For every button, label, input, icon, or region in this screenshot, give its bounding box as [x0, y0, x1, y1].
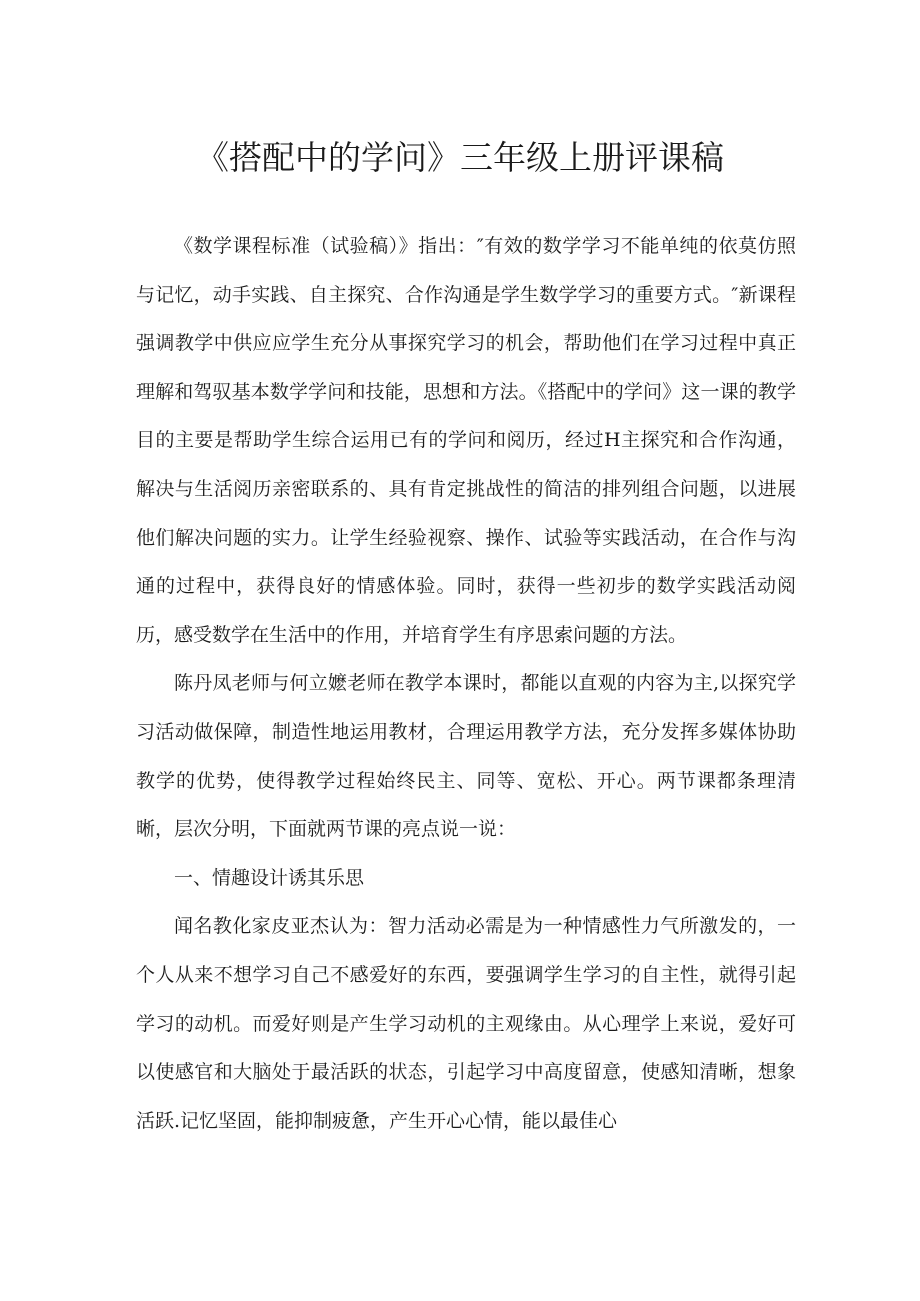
document-body — [136, 222, 796, 1145]
document-title: 《搭配中的学问》三年级上册评课稿 — [196, 138, 724, 177]
paragraph-interest: 闻名教化家皮亚杰认为：智力活动必需是为一种情感性力气所激发的，一个人从来不想学习自己不感爱好的东西，要强调学生学习的自主性，就得引起学习的动机。而爱好则是产生学习动机的主观缘由。从心理学上来说，爱好可以使感官和大脑处于最活跃的状态，引起学习中高度留意，使感知清晰，想象活跃.记忆坚固，能抑制疲惫，产生开心心情，能以最佳心 — [136, 915, 796, 1132]
section-heading-1: 一、情趣设计诱其乐思 — [174, 866, 365, 889]
paragraph-teachers-review: 陈丹凤老师与何立嬷老师在教学本课时，都能以直观的内容为主,以探究学习活动做保障，制造性地运用教材，合理运用教学方法，充分发挥多媒体协助教学的优势，使得教学过程始终民主、同等、宽松、开心。两节课都条理清晰，层次分明，下面就两节课的亮点说一说： — [136, 672, 796, 841]
paragraph-curriculum-standard: 《数学课程标准（试验稿）》指出：″有效的数学学习不能单纯的依莫仿照与记忆，动手实践、自主探究、合作沟通是学生数学学习的重要方式。″新课程强调教学中供应应学生充分从事探究学习的机会，帮助他们在学习过程中真正理解和驾驭基本数学学问和技能，思想和方法。《搭配中的学问》这一课的教学目的主要是帮助学生综合运用已有的学问和阅历，经过H主探究和合作沟通，解决与生活阅历亲密联系的、具有肯定挑战性的简洁的排列组合问题，以进展他们解决问题的实力。让学生经验视察、操作、试验等实践活动，在合作与沟通的过程中，获得良好的情感体验。同时，获得一些初步的数学实践活动阅历，感受数学在生活中的作用，并培育学生有序思索问题的方法。 — [136, 235, 796, 646]
